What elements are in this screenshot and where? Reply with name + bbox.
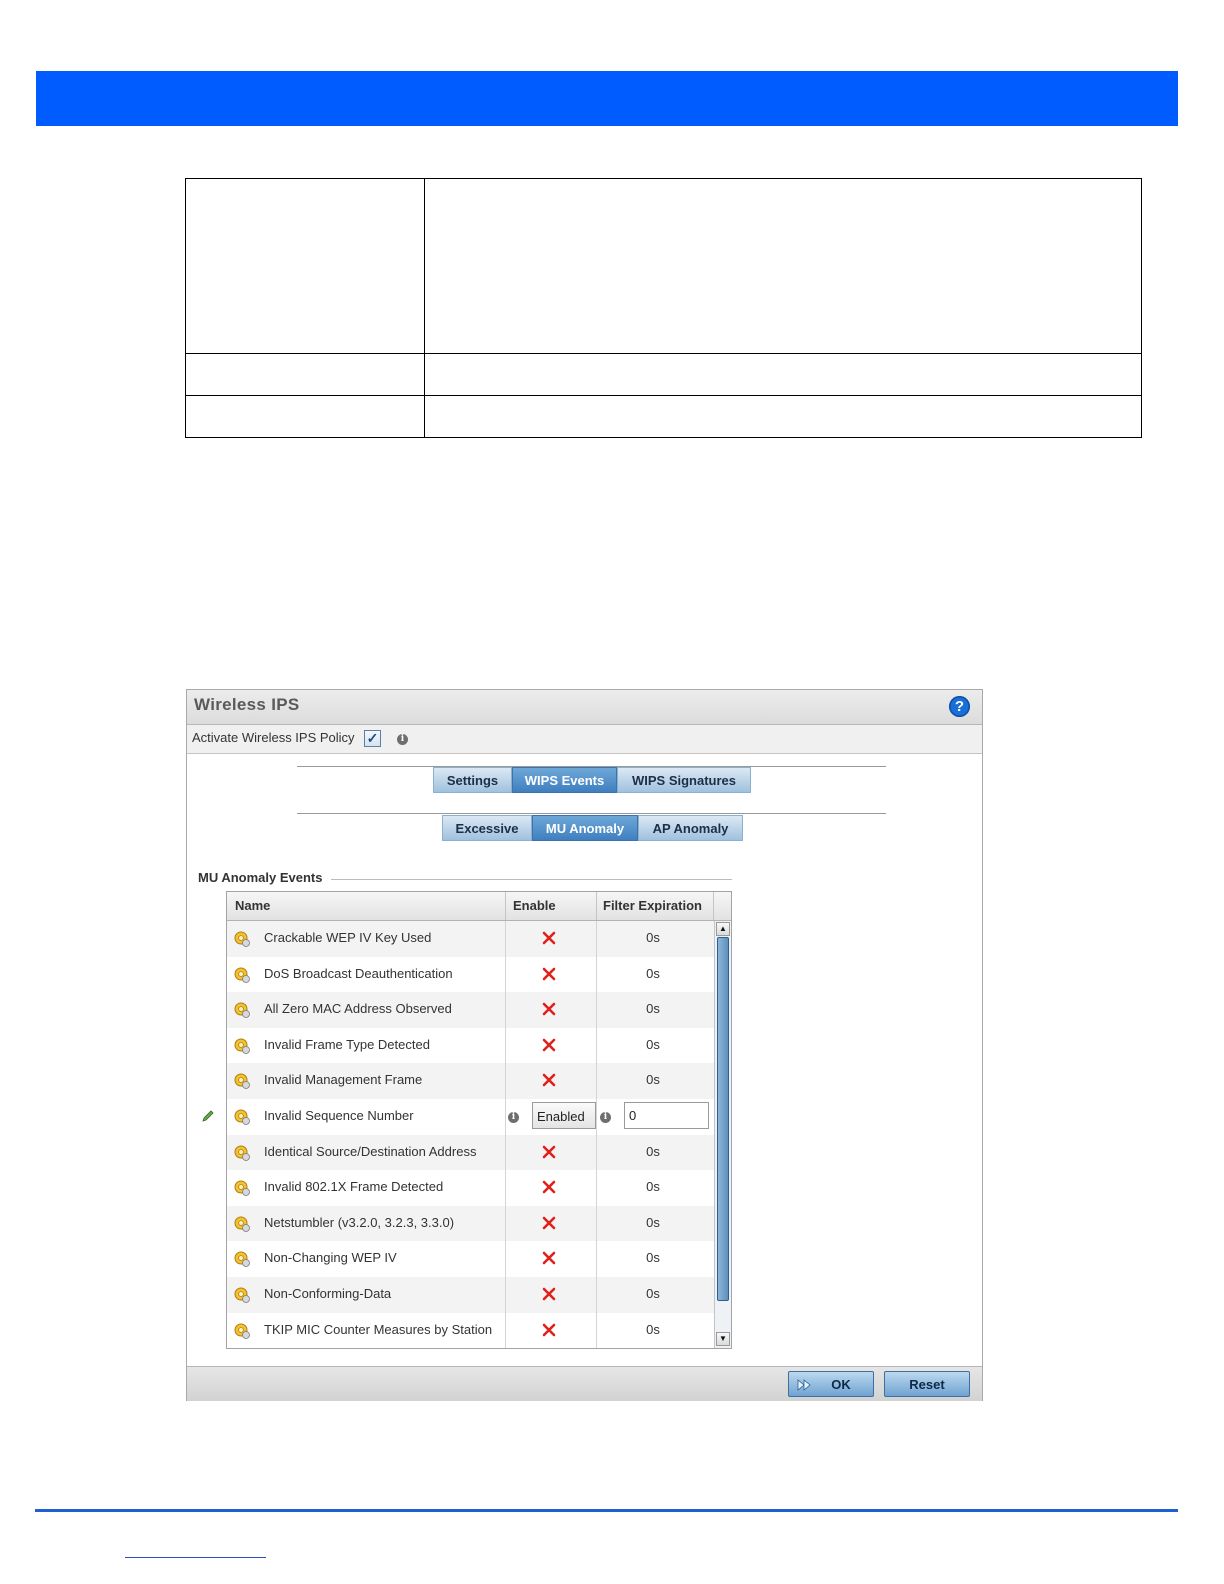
tab-settings[interactable]: Settings (433, 767, 512, 793)
cell-filter (597, 1206, 714, 1242)
grid-scrollbar[interactable] (714, 921, 731, 1348)
table-row[interactable] (227, 957, 714, 993)
cell-filter (597, 1277, 714, 1313)
filter-expiration-value: 0s (646, 1285, 660, 1301)
gear-event-icon (233, 1072, 251, 1090)
scroll-thumb[interactable] (717, 937, 729, 1301)
cell-enable[interactable] (506, 1277, 597, 1313)
cell-enable[interactable] (506, 1206, 597, 1242)
cell-filter (597, 992, 714, 1028)
scroll-down-icon[interactable]: ▼ (716, 1332, 730, 1346)
doc-table-row (186, 354, 1142, 396)
column-header-name[interactable]: Name (227, 892, 506, 920)
cell-enable[interactable] (506, 921, 597, 957)
disabled-x-icon (541, 1286, 557, 1302)
gear-event-icon (233, 1144, 251, 1162)
subtab-divider (297, 813, 886, 814)
doc-table (185, 178, 1142, 438)
gear-event-icon (233, 1250, 251, 1268)
table-row[interactable] (227, 1170, 714, 1206)
cell-enable[interactable] (506, 1063, 597, 1099)
filter-expiration-input[interactable]: 0 (624, 1102, 709, 1129)
cell-enable[interactable] (506, 957, 597, 993)
disabled-x-icon (541, 1144, 557, 1160)
doc-table-row (186, 179, 1142, 354)
pencil-edit-icon (201, 1109, 215, 1123)
cell-name (227, 1241, 506, 1277)
cell-name (227, 1170, 506, 1206)
table-row[interactable] (227, 1206, 714, 1242)
cell-enable[interactable] (506, 1313, 597, 1349)
event-name: Invalid Management Frame (264, 1072, 423, 1088)
tab-wips-events[interactable]: WIPS Events (512, 767, 617, 793)
cell-name (227, 1099, 506, 1135)
gear-event-icon (233, 1037, 251, 1055)
cell-filter (597, 1170, 714, 1206)
filter-expiration-value: 0s (646, 1321, 660, 1337)
filter-expiration-value: 0s (646, 1214, 660, 1230)
cell-filter (597, 1241, 714, 1277)
cell-filter (597, 1063, 714, 1099)
filter-expiration-value: 0s (646, 1250, 660, 1266)
grid-header (227, 892, 731, 921)
disabled-x-icon (541, 1001, 557, 1017)
cell-name (227, 1206, 506, 1242)
subtab-mu-anomaly[interactable]: MU Anomaly (532, 815, 638, 841)
scroll-up-icon[interactable]: ▲ (716, 922, 730, 936)
cell-name (227, 1277, 506, 1313)
doc-table-description (425, 396, 1142, 438)
enable-select[interactable]: Enabled (532, 1102, 596, 1129)
column-header-enable[interactable]: Enable (506, 892, 597, 920)
info-icon[interactable]: i (508, 1112, 519, 1123)
event-name: TKIP MIC Counter Measures by Station (264, 1321, 493, 1337)
gear-event-icon (233, 1179, 251, 1197)
doc-table-description (425, 179, 1142, 354)
fast-forward-icon (797, 1378, 811, 1392)
event-name: Invalid Sequence Number (264, 1107, 414, 1123)
gear-event-icon (233, 1215, 251, 1233)
cell-filter (597, 1028, 714, 1064)
cell-filter (597, 957, 714, 993)
doc-table-row (186, 396, 1142, 438)
event-name: Crackable WEP IV Key Used (264, 930, 432, 945)
table-row[interactable] (227, 1063, 714, 1099)
info-icon[interactable]: i (600, 1112, 611, 1123)
event-name: Invalid Frame Type Detected (264, 1036, 430, 1052)
cell-name (227, 957, 506, 993)
column-header-filter-expiration[interactable]: Filter Expiration (597, 892, 714, 920)
disabled-x-icon (541, 1322, 557, 1338)
tab-wips-signatures[interactable]: WIPS Signatures (617, 767, 751, 793)
gear-event-icon (233, 930, 251, 948)
cell-enable (506, 1099, 597, 1135)
cell-enable[interactable] (506, 992, 597, 1028)
cell-filter (597, 921, 714, 957)
filter-expiration-value: 0s (646, 1143, 660, 1159)
doc-table-label (186, 396, 425, 438)
table-row[interactable] (227, 992, 714, 1028)
disabled-x-icon (541, 930, 557, 946)
cell-enable[interactable] (506, 1170, 597, 1206)
gear-event-icon (233, 1286, 251, 1304)
activate-policy-label: Activate Wireless IPS Policy (192, 730, 355, 745)
event-name: Identical Source/Destination Address (264, 1143, 477, 1159)
cell-enable[interactable] (506, 1028, 597, 1064)
cell-name (227, 992, 506, 1028)
gear-event-icon (233, 1108, 251, 1126)
disabled-x-icon (541, 1179, 557, 1195)
grid-body (227, 921, 714, 1348)
event-name: Netstumbler (v3.2.0, 3.2.3, 3.3.0) (264, 1214, 455, 1230)
cell-name (227, 1063, 506, 1099)
disabled-x-icon (541, 1072, 557, 1088)
cell-name (227, 1135, 506, 1171)
doc-table-label (186, 354, 425, 396)
filter-expiration-value: 0s (646, 1179, 660, 1195)
ok-label: OK (831, 1377, 851, 1392)
event-name: Invalid 802.1X Frame Detected (264, 1179, 444, 1195)
activate-policy-row (187, 725, 982, 754)
filter-expiration-value: 0s (646, 1036, 660, 1052)
subtab-excessive[interactable]: Excessive (442, 815, 532, 841)
gear-event-icon (233, 966, 251, 984)
help-icon[interactable]: ? (949, 696, 970, 717)
cell-name (227, 921, 506, 957)
mu-anomaly-events-grid (226, 891, 732, 1349)
doc-table-description (425, 354, 1142, 396)
cell-name (227, 1313, 506, 1349)
cell-filter (597, 1313, 714, 1349)
event-name: All Zero MAC Address Observed (264, 1001, 452, 1017)
cell-filter (597, 1099, 714, 1135)
disabled-x-icon (541, 1037, 557, 1053)
ok-button[interactable] (788, 1371, 874, 1397)
table-row[interactable] (227, 1135, 714, 1171)
table-row[interactable] (227, 921, 714, 957)
doc-table-label (186, 179, 425, 354)
header-banner (36, 71, 1178, 126)
disabled-x-icon (541, 966, 557, 982)
cell-enable[interactable] (506, 1135, 597, 1171)
cell-name (227, 1028, 506, 1064)
cell-enable[interactable] (506, 1241, 597, 1277)
table-row[interactable] (227, 1241, 714, 1277)
event-name: Non-Conforming-Data (264, 1285, 392, 1301)
filter-expiration-value: 0s (646, 1001, 660, 1017)
info-icon[interactable]: i (397, 734, 408, 745)
activate-policy-checkbox[interactable]: ✓ (364, 730, 381, 747)
table-row[interactable] (227, 1099, 714, 1135)
section-title: MU Anomaly Events (198, 870, 331, 885)
event-name: Non-Changing WEP IV (264, 1250, 397, 1266)
footer-rule (35, 1509, 1178, 1512)
gear-event-icon (233, 1001, 251, 1019)
panel-footer (187, 1366, 982, 1401)
footer-link-underline[interactable] (125, 1557, 266, 1558)
wireless-ips-panel (186, 689, 983, 1401)
table-row[interactable] (227, 1277, 714, 1313)
table-row[interactable] (227, 1028, 714, 1064)
reset-button[interactable]: Reset (884, 1371, 970, 1397)
gear-event-icon (233, 1322, 251, 1340)
cell-filter (597, 1135, 714, 1171)
disabled-x-icon (541, 1250, 557, 1266)
filter-expiration-value: 0s (646, 930, 660, 945)
panel-header (187, 690, 982, 725)
table-row[interactable] (227, 1313, 714, 1349)
event-name: DoS Broadcast Deauthentication (264, 965, 453, 981)
filter-expiration-value: 0s (646, 1072, 660, 1088)
filter-expiration-value: 0s (646, 965, 660, 981)
panel-title: Wireless IPS (194, 695, 300, 714)
disabled-x-icon (541, 1215, 557, 1231)
subtab-ap-anomaly[interactable]: AP Anomaly (638, 815, 743, 841)
